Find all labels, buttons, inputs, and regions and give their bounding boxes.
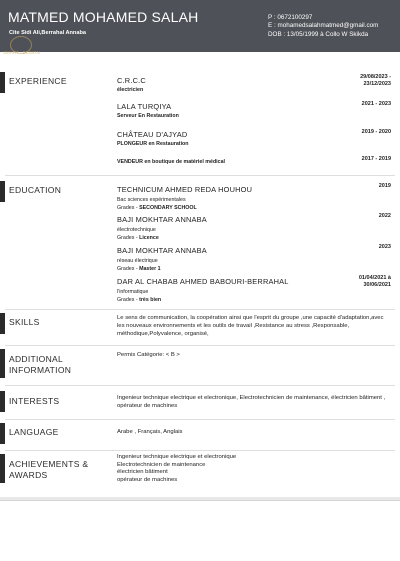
grade-value: Master 1 xyxy=(139,265,161,272)
education-school: BAJI MOKHTAR ANNABA xyxy=(117,246,207,255)
section-divider xyxy=(5,175,395,176)
section-divider xyxy=(5,419,395,420)
contact-block xyxy=(268,14,378,39)
grade-value: très bien xyxy=(139,296,162,303)
achievements-list xyxy=(117,454,392,484)
resume-header xyxy=(0,0,400,52)
experience-role: électricien xyxy=(117,87,144,93)
section-divider xyxy=(5,385,395,386)
education-field: l'informatique xyxy=(117,289,149,295)
candidate-address: Cite Sidi Ali,Berrahal Annaba xyxy=(9,30,86,36)
skills-text: Le sens de communication, la coopération ainsi que l'esprit du groupe ,une capacité d'adaptation,avec les nouveaux environnements et les outils de travail ,Resistance au stress ,Responsable, méthodique,Polyvalence, organisé, xyxy=(117,315,384,337)
education-field: électrotechnique xyxy=(117,227,156,233)
experience-item xyxy=(117,157,342,165)
section-title-interests: INTERESTS xyxy=(9,396,60,406)
section-title-skills: SKILLS xyxy=(9,317,40,327)
experience-employer: CHÂTEAU D'AJYAD xyxy=(117,130,188,139)
section-bar xyxy=(0,454,5,483)
education-item xyxy=(117,277,342,303)
phone-line: P : 0672100297 xyxy=(268,14,313,21)
education-school: BAJI MOKHTAR ANNABA xyxy=(117,215,207,224)
grade-value: SECONDARY SCHOOL xyxy=(139,204,197,211)
achievement-line: opérateur de machines xyxy=(117,476,178,483)
section-bar xyxy=(0,181,5,202)
experience-date: 2017 - 2019 xyxy=(361,156,391,162)
interests-text: Ingenieur technique electrique et electronique, Electrotechnicien de maintenance, électricien bâtiment , opérateur de machines xyxy=(117,395,386,409)
education-school: DAR AL CHABAB AHMED BABOURI-BERRAHAL xyxy=(117,277,289,286)
education-field: réseau électrique xyxy=(117,258,158,264)
section-title-language: LANGUAGE xyxy=(9,427,59,437)
experience-item xyxy=(117,76,342,93)
experience-role: VENDEUR en boutique de matériel médical xyxy=(117,159,226,165)
achievement-line: Ingenieur technique electrique et electronique xyxy=(117,454,237,460)
section-title-education: EDUCATION xyxy=(9,185,62,195)
achievement-line: électricien bâtiment xyxy=(117,469,168,476)
section-bar xyxy=(0,313,5,334)
section-title-experience: EXPERIENCE xyxy=(9,76,67,86)
experience-employer: LALA TURQIYA xyxy=(117,102,172,111)
experience-date: 29/08/2023 - 23/12/2023 xyxy=(360,74,391,87)
grade-label: Grades - xyxy=(117,265,140,272)
experience-item xyxy=(117,102,342,119)
grade-value: Licence xyxy=(139,234,159,241)
additional-text: Permis Catégorie: < B > xyxy=(117,352,180,358)
section-divider xyxy=(5,309,395,310)
grade-label: Grades - xyxy=(117,296,140,303)
next-page-area xyxy=(0,500,400,561)
experience-item xyxy=(117,130,342,147)
experience-role: PLONGEUR en Restauration xyxy=(117,141,189,147)
language-text: Arabe , Français, Anglais xyxy=(117,429,183,435)
section-bar xyxy=(0,423,5,444)
education-item xyxy=(117,246,342,272)
section-divider xyxy=(5,450,395,451)
experience-date: 2019 - 2020 xyxy=(361,129,391,135)
experience-date: 2021 - 2023 xyxy=(361,101,391,107)
section-bar xyxy=(0,391,5,412)
section-bar xyxy=(0,72,5,93)
section-title-achievements-awards: ACHIEVEMENTS & AWARDS xyxy=(9,459,89,480)
experience-employer: C.R.C.C xyxy=(117,76,146,85)
email-line: E : mohamedsalahmatmed@gmail.com xyxy=(268,22,379,30)
education-item xyxy=(117,185,342,211)
dob-line: DOB : 13/05/1999 à Collo W Skikda xyxy=(268,30,369,38)
education-date: 2019 xyxy=(378,183,391,189)
watermark-logo-text: SMART · DESIGN xyxy=(3,50,40,55)
education-date: 2023 xyxy=(378,244,391,250)
education-date: 2022 xyxy=(378,213,391,219)
grade-label: Grades - xyxy=(117,234,140,241)
section-bar xyxy=(0,349,5,378)
candidate-name: MATMED MOHAMED SALAH xyxy=(8,9,199,25)
achievement-line: Electrotechnicien de maintenance xyxy=(117,461,206,468)
education-date: 01/04/2021 à 30/06/2021 xyxy=(358,275,391,288)
education-item xyxy=(117,215,342,241)
section-title-additional-information: ADDITIONAL INFORMATION xyxy=(9,354,72,375)
education-school: TECHNICUM AHMED REDA HOUHOU xyxy=(117,185,253,194)
grade-label: Grades - xyxy=(117,204,140,211)
section-divider xyxy=(5,345,395,346)
education-field: Bac sciences expérimentales xyxy=(117,197,186,203)
experience-role: Serveur En Restauration xyxy=(117,113,179,119)
